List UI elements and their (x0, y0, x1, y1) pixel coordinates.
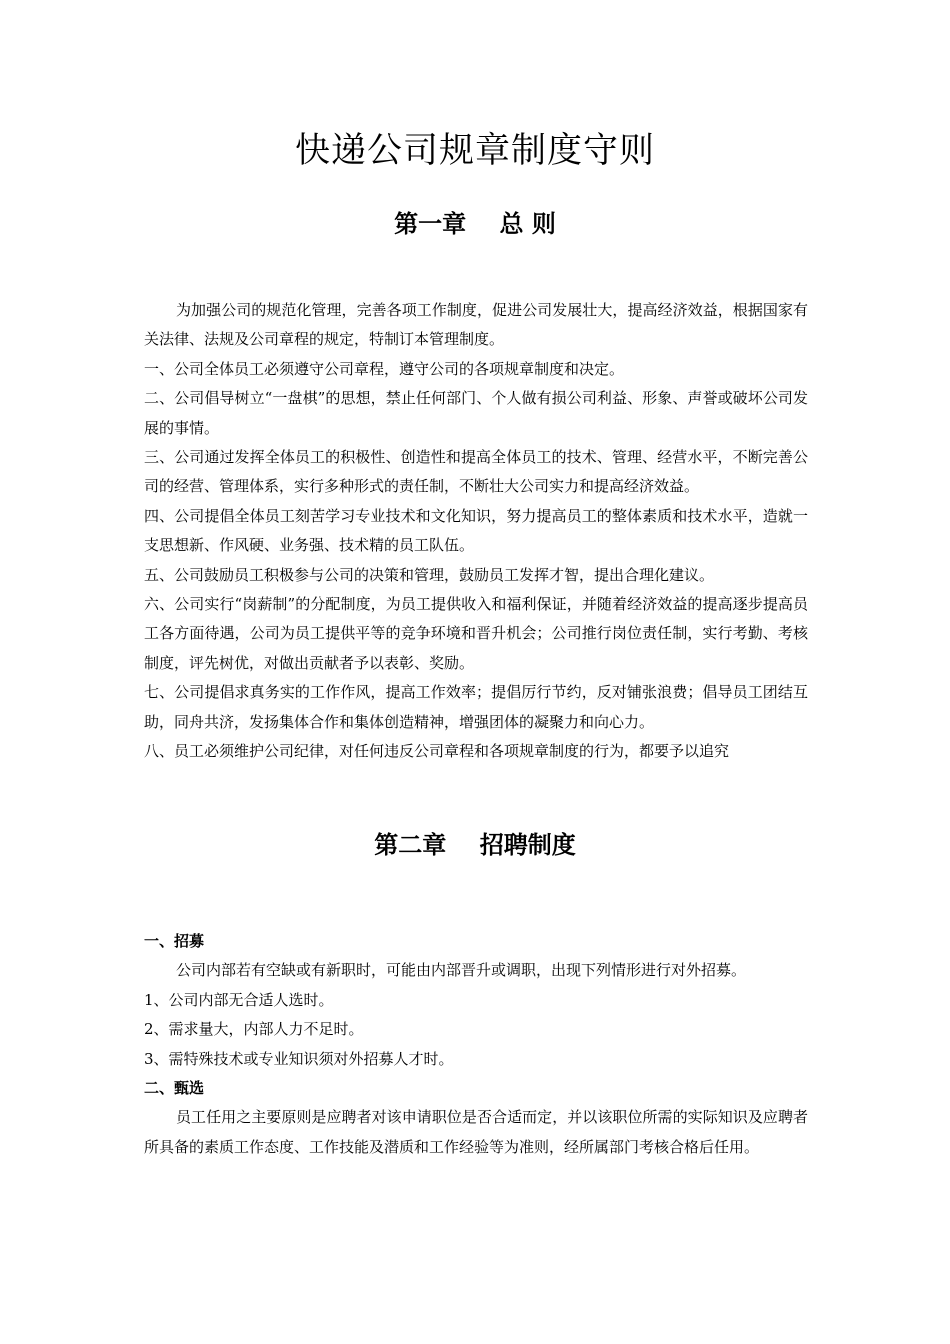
chapter-1-title: 第一章 总 则 (394, 210, 556, 238)
chapter-1-item-6: 六、公司实行“岗薪制”的分配制度，为员工提供收入和福利保证，并随着经济效益的提高逐步提高员工各方面待遇，公司为员工提供平等的竞争环境和晋升机会；公司推行岗位责任制，实行考勤、考核制度，评先树优，对做出贡献者予以表彰、奖励。 (144, 595, 808, 672)
chapter-1-body (144, 296, 808, 767)
chapter-1-item-4: 四、公司提倡全体员工刻苦学习专业技术和文化知识，努力提高员工的整体素质和技术水平，造就一支思想新、作风硬、业务强、技术精的员工队伍。 (144, 506, 808, 555)
chapter-1-item-1: 一、公司全体员工必须遵守公司章程，遵守公司的各项规章制度和决定。 (144, 359, 625, 378)
chapter-1-item-7: 七、公司提倡求真务实的工作作风，提高工作效率；提倡厉行节约，反对铺张浪费；倡导员工团结互助，同舟共济，发扬集体合作和集体创造精神，增强团体的凝聚力和向心力。 (144, 683, 808, 731)
section-selection-heading: 二、甄选 (144, 1079, 205, 1098)
recruitment-condition-1: 1、公司内部无合适人选时。 (144, 990, 334, 1009)
chapter-2-body (144, 927, 808, 1162)
section-recruitment-intro: 公司内部若有空缺或有新职时，可能由内部晋升或调职，出现下列情形进行对外招募。 (176, 961, 747, 980)
chapter-1-item-3: 三、公司通过发挥全体员工的积极性、创造性和提高全体员工的技术、管理、经营水平，不断完善公司的经营、管理体系，实行多种形式的责任制，不断壮大公司实力和提高经济效益。 (144, 448, 808, 496)
section-selection-text: 员工任用之主要原则是应聘者对该申请职位是否合适而定，并以该职位所需的实际知识及应聘者所具备的素质工作态度、工作技能及潜质和工作经验等为准则，经所属部门考核合格后任用。 (144, 1108, 808, 1156)
chapter-1-item-2: 二、公司倡导树立“一盘棋”的思想，禁止任何部门、个人做有损公司利益、形象、声誉或破坏公司发展的事情。 (144, 389, 808, 437)
chapter-1-item-5: 五、公司鼓励员工积极参与公司的决策和管理，鼓励员工发挥才智，提出合理化建议。 (144, 565, 715, 584)
recruitment-condition-2: 2、需求量大，内部人力不足时。 (144, 1020, 364, 1039)
chapter-1-item-8: 八、员工必须维护公司纪律，对任何违反公司章程和各项规章制度的行为，都要予以追究 (144, 742, 730, 761)
section-recruitment-heading: 一、招募 (144, 932, 205, 950)
document-title: 快递公司规章制度守则 (294, 131, 655, 171)
chapter-2-title: 第二章 招聘制度 (374, 831, 576, 859)
recruitment-condition-3: 3、需特殊技术或专业知识须对外招募人才时。 (144, 1049, 454, 1068)
chapter-1-intro: 为加强公司的规范化管理，完善各项工作制度，促进公司发展壮大，提高经济效益，根据国家有关法律、法规及公司章程的规定，特制订本管理制度。 (144, 301, 808, 349)
